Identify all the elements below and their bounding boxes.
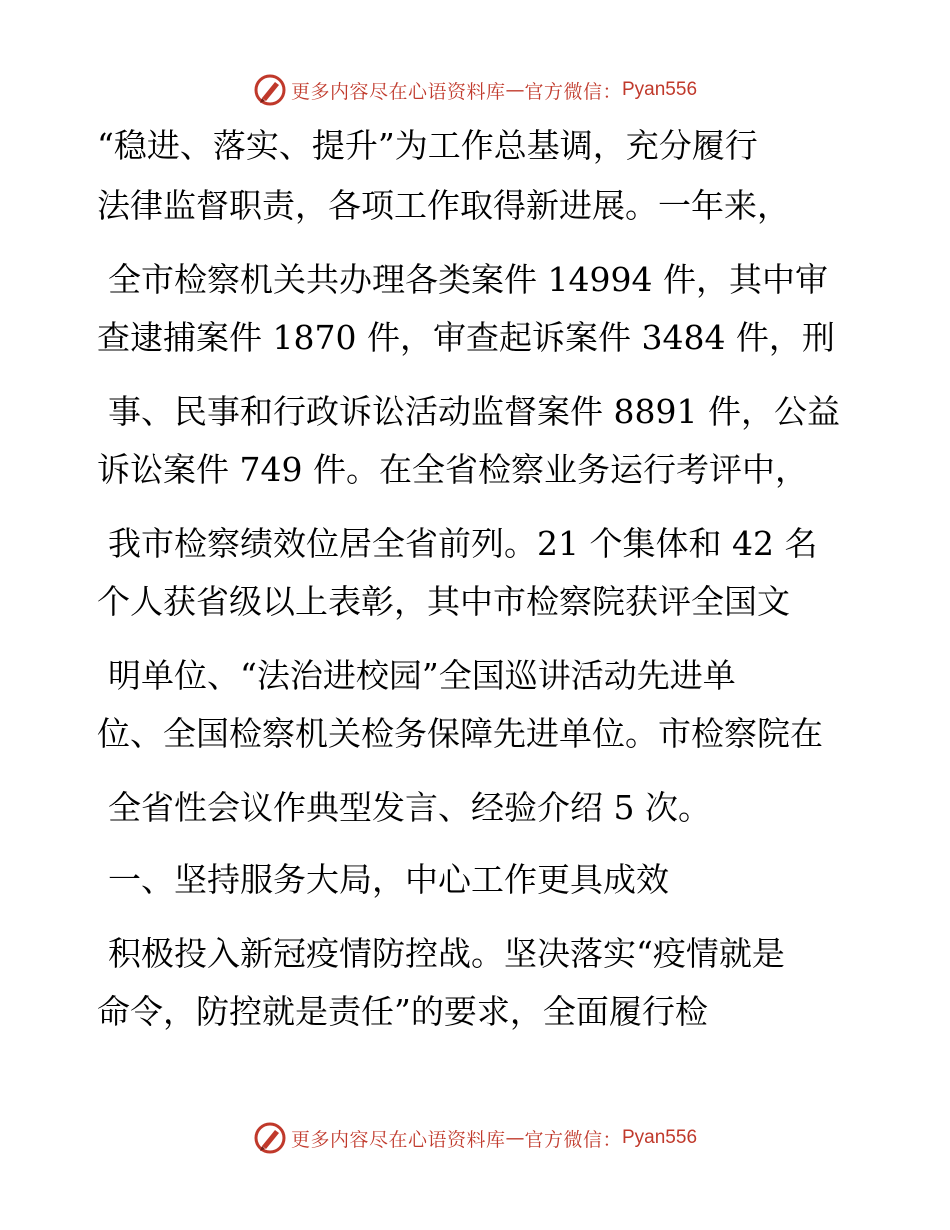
text-line-5: 事、民事和行政诉讼活动监督案件 8891 件，公益: [108, 392, 840, 431]
footer-banner: [0, 1118, 950, 1158]
banner-wechat-label: 官方微信：: [524, 80, 622, 103]
text-line-13: 积极投入新冠疫情防控战。坚决落实“疫情就是: [108, 934, 785, 973]
banner-wechat-account: Pyan556: [622, 79, 698, 100]
text-line-6: 诉讼案件 749 件。在全省检察业务运行考评中，: [97, 450, 808, 489]
text-line-7: 我市检察绩效位居全省前列。21 个集体和 42 名: [108, 524, 818, 563]
banner-dash: —: [505, 79, 525, 101]
banner-dash: —: [505, 1127, 525, 1149]
text-line-9: 明单位、“法治进校园”全国巡讲活动先进单: [108, 656, 736, 695]
text-line-1: “稳进、落实、提升”为工作总基调，充分履行: [97, 126, 758, 165]
text-line-2: 法律监督职责，各项工作取得新进展。一年来，: [97, 186, 790, 225]
text-line-10: 位、全国检察机关检务保障先进单位。市检察院在: [97, 714, 823, 753]
text-line-3: 全市检察机关共办理各类案件 14994 件，其中审: [108, 260, 828, 299]
pen-logo-icon: [253, 73, 287, 107]
banner-wechat-account: Pyan556: [622, 1127, 698, 1148]
banner-wechat-label: 官方微信：: [524, 1128, 622, 1151]
text-line-14: 命令，防控就是责任”的要求，全面履行检: [97, 992, 708, 1031]
text-line-8: 个人获省级以上表彰，其中市检察院获评全国文: [97, 582, 790, 621]
banner-text: 更多内容尽在心语资料库: [290, 1128, 506, 1151]
text-line-4: 查逮捕案件 1870 件，审查起诉案件 3484 件，刑: [97, 318, 835, 357]
text-line-11: 全省性会议作典型发言、经验介绍 5 次。: [108, 788, 711, 827]
section-heading: 一、坚持服务大局，中心工作更具成效: [108, 860, 669, 899]
banner-text: 更多内容尽在心语资料库: [290, 80, 506, 103]
header-banner: [0, 70, 950, 110]
pen-logo-icon: [253, 1121, 287, 1155]
